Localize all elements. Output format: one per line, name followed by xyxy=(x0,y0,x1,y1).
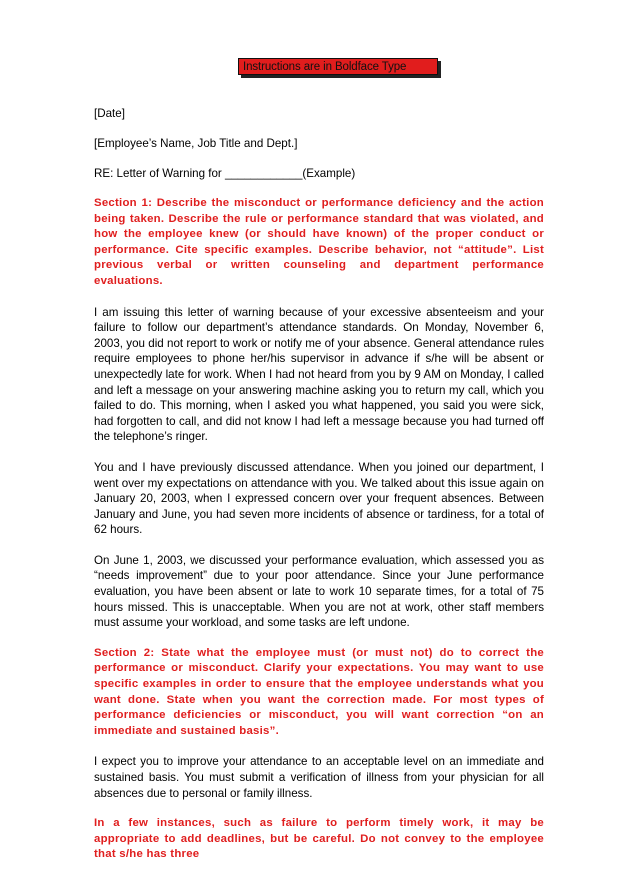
paragraph-4: I expect you to improve your attendance to an acceptable level on an immediate and sustained basis. You must submit a verification of illness from your physician for all absences due to personal or family illness. xyxy=(94,755,544,800)
date-placeholder: [Date] xyxy=(94,107,125,120)
paragraph-3: On June 1, 2003, we discussed your performance evaluation, which assessed you as “needs improvement” due to your poor attendance. Since your June performance evaluation, you have been absent or late to work 10 separate times, for a total of 75 hours missed. This is unacceptable. When you are not at work, other staff members must assume your workload, and some tasks are left undone. xyxy=(94,553,544,630)
employee-placeholder: [Employee’s Name, Job Title and Dept.] xyxy=(94,137,298,150)
paragraph-1: I am issuing this letter of warning because of your excessive absenteeism and your failure to follow our department’s attendance standards. On Monday, November 6, 2003, you did not report to work or notify me of your absence. General attendance rules require employees to phone her/his supervisor in advance if s/he will be absent or unexpectedly late for work. When I had not heard from you by 9 AM on Monday, I called and left a message on your answering machine asking you to return my call, which you failed to do. This morning, when I asked you what happened, you said you were sick, had forgotten to call, and did not know I had left a message because you had turned off the telephone’s ringer. xyxy=(94,305,544,444)
paragraph-2: You and I have previously discussed attendance. When you joined our department, I went over my expectations on attendance with you. We talked about this issue again on January 20, 2003, when I expressed concern over your frequent absences. Between January and June, you had seven more incidents of absence or tardiness, for a total of 62 hours. xyxy=(94,460,544,537)
section-3-instructions: In a few instances, such as failure to perform timely work, it may be appropriate to add deadlines, but be careful. Do not convey to the employee that s/he has three xyxy=(94,817,544,861)
letter-body xyxy=(94,106,544,878)
section-2-instructions: Section 2: State what the employee must (or must not) do to correct the performance or misconduct. Clarify your expectations. You may want to use specific examples in order to ensure that the employee understands what you want done. State when you want the correction made. For most types of performance deficiencies or misconduct, you will want correction “on an immediate and sustained basis”. xyxy=(94,646,544,737)
subject-line: RE: Letter of Warning for ____________(Example) xyxy=(94,167,356,180)
instructions-banner: Instructions are in Boldface Type xyxy=(238,58,438,75)
section-1-instructions: Section 1: Describe the misconduct or performance deficiency and the action being taken. Describe the rule or performance standard that was violated, and how the employee knew (or should have known) of the proper conduct or performance. Cite specific examples. Describe behavior, not “attitude”. List previous verbal or written counseling and department performance evaluations. xyxy=(94,197,544,287)
